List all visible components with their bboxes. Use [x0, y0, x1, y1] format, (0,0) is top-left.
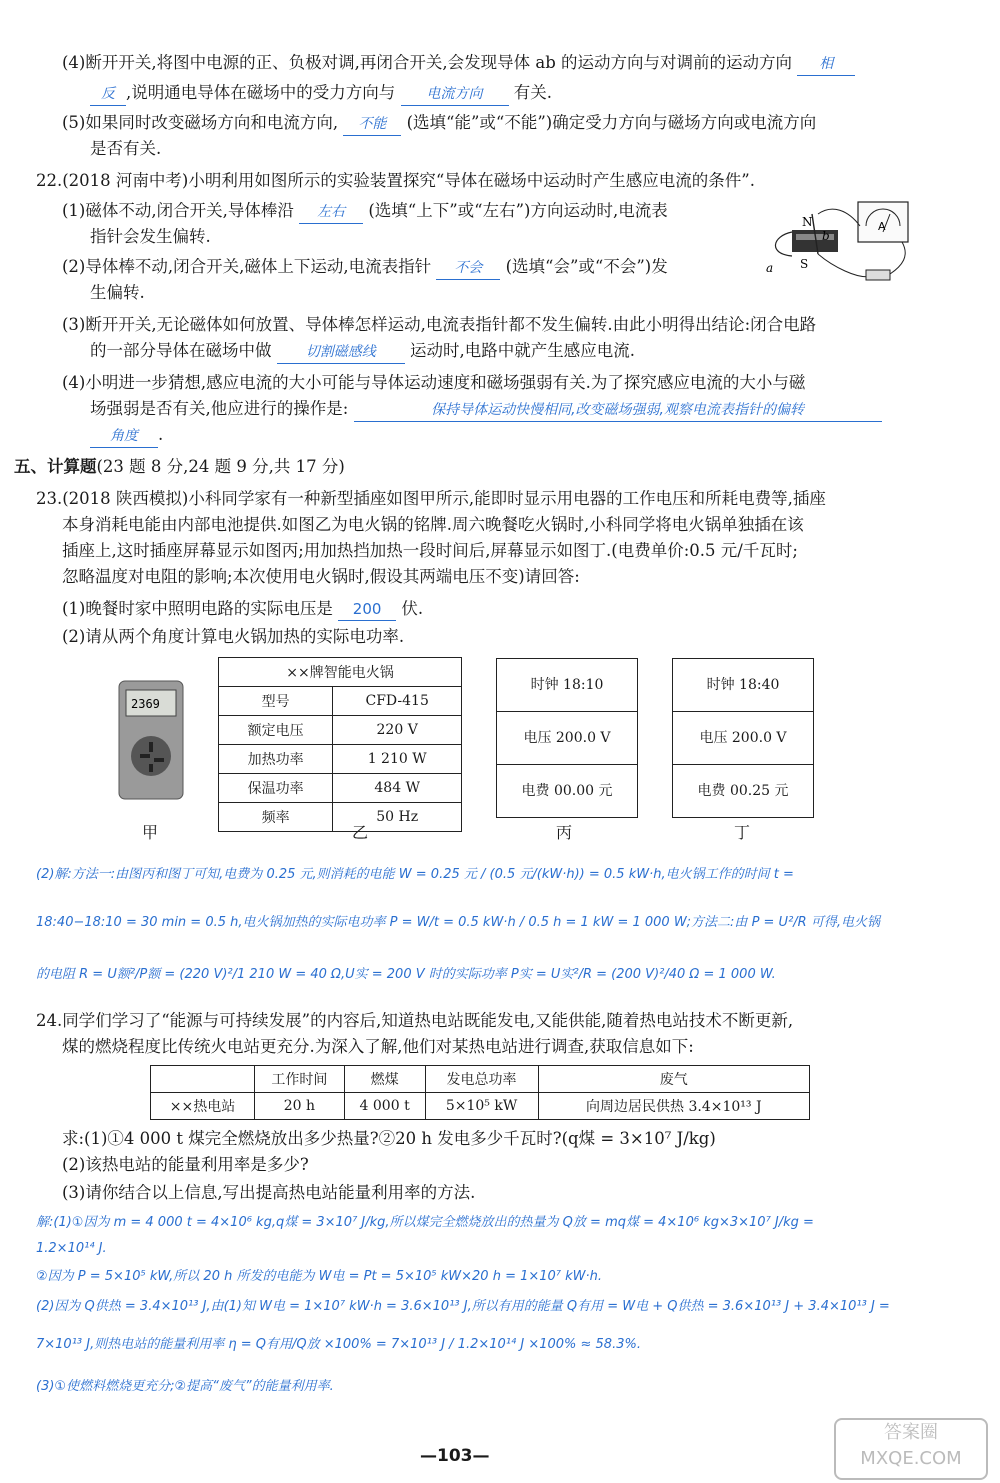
q24-line1: 24.同学们学习了“能源与可持续发展”的内容后,知道热电站既能发电,又能供能,随着热电站技术不断更新,: [36, 1011, 794, 1030]
q24-solution-line5: 7×10¹³ J,则热电站的能量利用率 η = Q有用/Q放 ×100% = 7×10¹³ J / 1.2×10¹⁴ J ×100% ≈ 58.3%.: [36, 1337, 641, 1352]
section5-header: [14, 456, 345, 478]
q22-part4-line2: [90, 398, 882, 422]
q22-intro: 22.(2018 河南中考)小明利用如图所示的实验装置探究“导体在磁场中运动时产生感应电流的条件”.: [36, 171, 755, 190]
q23-solution-line2: 18:40−18:10 = 30 min = 0.5 h,电火锅加热的实际电功率 P = W/t = 0.5 kW·h / 0.5 h = 1 kW = 1 000 W;方法二:由 P = U²/R 可得,电火锅: [36, 915, 880, 930]
column-header: [151, 1066, 255, 1093]
q22-part1-line2: 指针会发生偏转.: [90, 227, 211, 246]
q21-part4-answer2: 电流方向: [401, 83, 509, 106]
q23-solution-line1: (2)解:方法一:由图丙和图丁可知,电费为 0.25 元,则消耗的电能 W = 0.25 元 / (0.5 元/(kW·h)) = 0.5 kW·h,电火锅工作的时间 t =: [36, 867, 794, 882]
nameplate-key: 额定电压: [219, 716, 333, 745]
label-n: N: [802, 215, 813, 229]
label-b: b: [822, 229, 830, 243]
watermark-line1: 答案圈: [884, 1422, 938, 1443]
q24-solution-line1: 解:(1)①因为 m = 4 000 t = 4×10⁶ kg,q煤 = 3×10⁷ J/kg,所以煤完全燃烧放出的热量为 Q放 = mq煤 = 4×10⁶ kg×3×10⁷ J/kg =: [36, 1215, 814, 1230]
table-cell: 向周边居民供热 3.4×10¹³ J: [538, 1093, 809, 1120]
q22-part1-line1: [62, 200, 668, 224]
display-panel-ding: [672, 658, 814, 818]
column-header: 燃煤: [344, 1066, 425, 1093]
q22-part4-line1: (4)小明进一步猜想,感应电流的大小可能与导体运动速度和磁场强弱有关.为了探究感应电流的大小与磁: [62, 373, 806, 392]
q22-part3-text2: 运动时,电路中就产生感应电流.: [410, 341, 635, 360]
table-row: [219, 687, 462, 716]
caption-bing: 丙: [556, 823, 573, 842]
table-row: [219, 716, 462, 745]
q22-part2-answer: 不会: [436, 257, 500, 280]
q21-part4-line2: [90, 82, 552, 106]
q23-line3: 插座上,这时插座屏幕显示如图丙;用加热挡加热一段时间后,屏幕显示如图丁.(电费单价:0.5 元/千瓦时;: [62, 541, 798, 560]
q22-part2-text2: (选填“会”或“不会”)发: [505, 257, 668, 276]
label-s: S: [800, 257, 809, 271]
q22-part2-line2: 生偏转.: [90, 283, 145, 302]
label-a: a: [766, 261, 774, 275]
panel-bing-voltage: 电压 200.0 V: [497, 712, 637, 765]
q22-part1-text: (1)磁体不动,闭合开关,导体棒沿: [62, 201, 294, 220]
q24-ask2: (2)该热电站的能量利用率是多少?: [62, 1155, 309, 1174]
q23-part1-answer: 200: [338, 598, 396, 621]
ammeter-label: A: [878, 220, 886, 233]
q21-part4-text: (4)断开开关,将图中电源的正、负极对调,再闭合开关,会发现导体 ab 的运动方向与对调前的运动方向: [62, 53, 792, 72]
nameplate-key: 保温功率: [219, 774, 333, 803]
q23-part2: (2)请从两个角度计算电火锅加热的实际电功率.: [62, 627, 405, 646]
q24-ask1: 求:(1)①4 000 t 煤完全燃烧放出多少热量?②20 h 发电多少千瓦时?(q煤 = 3×10⁷ J/kg): [62, 1129, 716, 1148]
q21-part4-text3: 有关.: [513, 83, 552, 102]
q21-part5-text2: (选填“能”或“不能”)确定受力方向与磁场方向或电流方向: [406, 113, 817, 132]
panel-ding-fee: 电费 00.25 元: [697, 783, 789, 799]
q21-part4-answer1a: 相: [797, 53, 855, 76]
q23-solution-line3: 的电阻 R = U额²/P额 = (220 V)²/1 210 W = 40 Ω,U实 = 200 V 时的实际功率 P实 = U实²/R = (200 V)²/40 Ω = 1 000 W.: [36, 967, 776, 982]
q21-part5-line1: [62, 112, 816, 136]
q22-part4-answer2: 角度: [90, 425, 158, 448]
q23-part1-unit: 伏.: [401, 599, 424, 618]
table-row: [219, 745, 462, 774]
socket-display-value: 2369: [131, 697, 160, 711]
panel-bing-clock: 时钟 18:10: [497, 659, 637, 712]
table-row: [219, 803, 462, 832]
switch-icon: [866, 270, 890, 280]
q24-ask3: (3)请你结合以上信息,写出提高热电站能量利用率的方法.: [62, 1183, 476, 1202]
q22-part3-line1: (3)断开开关,无论磁体如何放置、导体棒怎样运动,电流表指针都不发生偏转.由此小明得出结论:闭合电路: [62, 315, 817, 334]
nameplate-key: 频率: [219, 803, 333, 832]
caption-ding: 丁: [734, 823, 751, 842]
table-header-row: [151, 1066, 810, 1093]
cooker-nameplate-table: [218, 657, 462, 832]
power-plant-table: [150, 1065, 810, 1120]
q22-part2-line1: [62, 256, 668, 280]
q22-part3-text: 的一部分导体在磁场中做: [90, 341, 272, 360]
q21-part5-text: (5)如果同时改变磁场方向和电流方向,: [62, 113, 339, 132]
q24-solution-line6: (3)①使燃料燃烧更充分;②提高“废气”的能量利用率.: [36, 1379, 334, 1394]
section5-note: (23 题 8 分,24 题 9 分,共 17 分): [96, 457, 345, 476]
display-panel-bing: [496, 658, 638, 818]
q22-part4-answer1: 保持导体运动快慢相同,改变磁场强弱,观察电流表指针的偏转: [354, 399, 882, 422]
nameplate-value: 50 Hz: [333, 803, 462, 832]
q21-part4-answer1b: 反: [90, 83, 126, 106]
q23-line1: 23.(2018 陕西模拟)小科同学家有一种新型插座如图甲所示,能即时显示用电器的工作电压和所耗电费等,插座: [36, 489, 826, 508]
q23-part1-text: (1)晚餐时家中照明电路的实际电压是: [62, 599, 333, 618]
q23-line4: 忽略温度对电阻的影响;本次使用电火锅时,假设其两端电压不变)请回答:: [62, 567, 580, 586]
table-row: [219, 774, 462, 803]
watermark-line2: MXQE.COM: [860, 1448, 962, 1469]
site-watermark-logo: [834, 1418, 988, 1480]
q22-part1-text2: (选填“上下”或“左右”)方向运动时,电流表: [368, 201, 668, 220]
q22-part3-answer: 切割磁感线: [277, 341, 405, 364]
q22-part3-line2: [90, 340, 635, 364]
q22-part4-text: 场强弱是否有关,他应进行的操作是:: [90, 399, 349, 418]
smart-socket-figure: [118, 680, 184, 800]
q21-part4-line1: [62, 52, 855, 76]
q21-part4-text2: ,说明通电导体在磁场中的受力方向与: [126, 83, 396, 102]
nameplate-value: 220 V: [333, 716, 462, 745]
q24-solution-line4: (2)因为 Q供热 = 3.4×10¹³ J,由(1)知 W电 = 1×10⁷ kW·h = 3.6×10¹³ J,所以有用的能量 Q有用 = W电 + Q供热 = 3.6×10¹³ J + 3.4×10¹³ J =: [36, 1299, 890, 1314]
table-cell: 5×10⁵ kW: [425, 1093, 538, 1120]
nameplate-value: 484 W: [333, 774, 462, 803]
q22-part1-answer: 左右: [299, 201, 363, 224]
nameplate-key: 加热功率: [219, 745, 333, 774]
panel-ding-voltage: 电压 200.0 V: [673, 712, 813, 765]
caption-jia: 甲: [142, 823, 159, 842]
nameplate-title: ××牌智能电火锅: [219, 658, 462, 687]
q22-part2-text: (2)导体棒不动,闭合开关,磁体上下运动,电流表指针: [62, 257, 432, 276]
page-number: —103—: [420, 1446, 490, 1466]
nameplate-key: 型号: [219, 687, 333, 716]
q23-part1: [62, 598, 423, 621]
table-cell: 4 000 t: [344, 1093, 425, 1120]
panel-ding-clock: 时钟 18:40: [673, 659, 813, 712]
q23-line2: 本身消耗电能由内部电池提供.如图乙为电火锅的铭牌.周六晚餐吃火锅时,小科同学将电火锅单独插在该: [62, 515, 804, 534]
nameplate-value: CFD-415: [333, 687, 462, 716]
column-header: 发电总功率: [425, 1066, 538, 1093]
q22-part4-line3: 角度 .: [90, 424, 163, 448]
table-cell: 20 h: [255, 1093, 345, 1120]
table-row: [151, 1093, 810, 1120]
induction-apparatus-figure: [762, 196, 912, 292]
q24-line2: 煤的燃烧程度比传统火电站更充分.为深入了解,他们对某热电站进行调查,获取信息如下:: [62, 1037, 694, 1056]
caption-yi: 乙: [352, 823, 369, 842]
nameplate-value: 1 210 W: [333, 745, 462, 774]
column-header: 工作时间: [255, 1066, 345, 1093]
q24-solution-line3: ②因为 P = 5×10⁵ kW,所以 20 h 所发的电能为 W电 = Pt = 5×10⁵ kW×20 h = 1×10⁷ kW·h.: [36, 1269, 603, 1284]
panel-bing-fee: 电费 00.00 元: [521, 783, 613, 799]
q24-solution-line2: 1.2×10¹⁴ J.: [36, 1241, 107, 1256]
column-header: 废气: [538, 1066, 809, 1093]
section5-title: 五、计算题: [14, 457, 97, 476]
q21-part5-answer: 不能: [343, 113, 401, 136]
q21-part5-line2: 是否有关.: [90, 139, 162, 158]
table-cell: ××热电站: [151, 1093, 255, 1120]
